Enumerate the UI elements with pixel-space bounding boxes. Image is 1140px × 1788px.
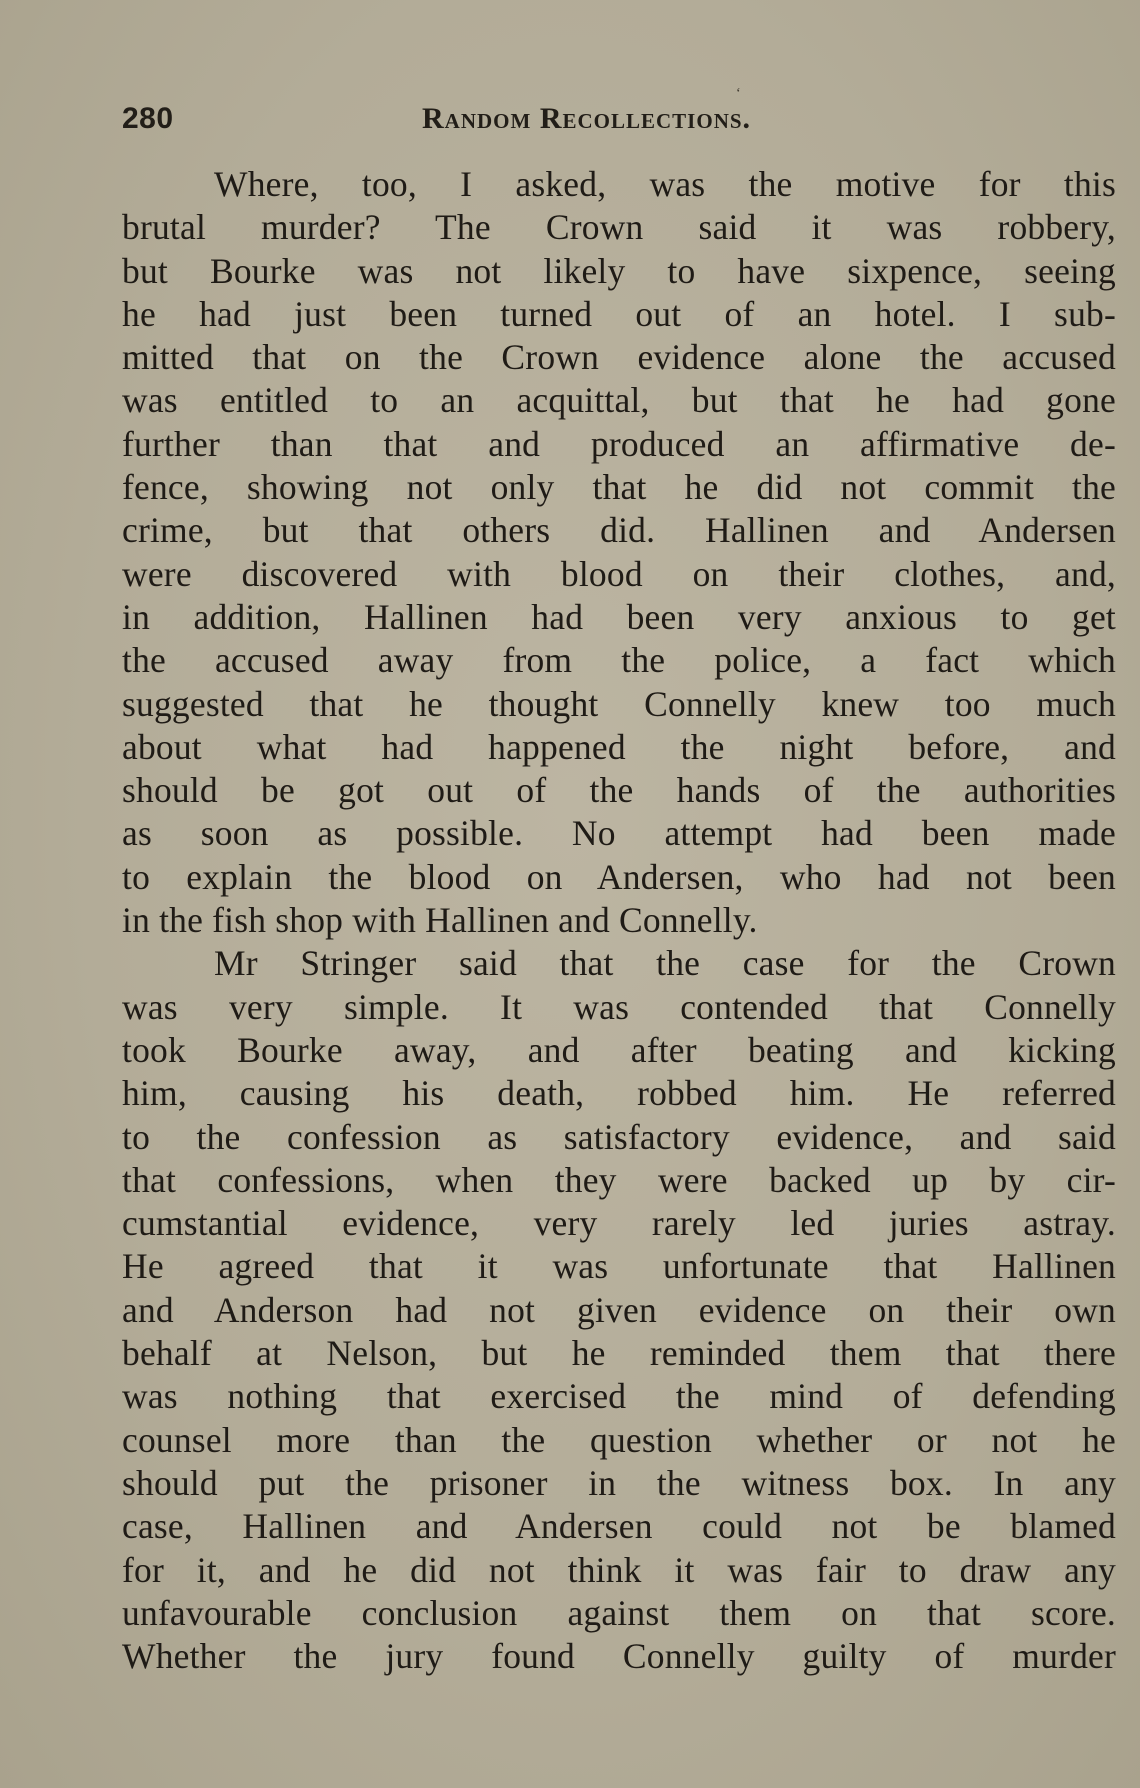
text-line: cumstantial evidence, very rarely led juries astray. (122, 1203, 1116, 1244)
text-line: crime, but that others did. Hallinen and Andersen (122, 510, 1116, 551)
text-line: should put the prisoner in the witness box. In any (122, 1462, 1116, 1503)
text-line: took Bourke away, and after beating and kicking (122, 1029, 1116, 1070)
running-head: Random Recollections. (422, 102, 752, 135)
text-line: Where, too, I asked, was the motive for this (214, 164, 1116, 204)
text-line: in addition, Hallinen had been very anxious to get (122, 596, 1116, 637)
page-number: 280 (122, 102, 174, 135)
text-line: for it, and he did not think it was fair to draw any (122, 1549, 1116, 1590)
text-line: him, causing his death, robbed him. He referred (122, 1073, 1116, 1114)
text-line: was entitled to an acquittal, but that he had gone (122, 380, 1116, 421)
text-line: as soon as possible. No attempt had been made (122, 813, 1116, 854)
text-line: He agreed that it was unfortunate that Hallinen (122, 1246, 1116, 1287)
text-line: about what had happened the night before, and (122, 726, 1116, 767)
text-line: brutal murder? The Crown said it was robbery, (122, 207, 1116, 248)
text-line: that confessions, when they were backed up by cir- (122, 1159, 1116, 1200)
text-line: unfavourable conclusion against them on that score. (122, 1592, 1116, 1633)
text-line: suggested that he thought Connelly knew too much (122, 683, 1116, 724)
text-line: Whether the jury found Connelly guilty of murder (122, 1636, 1116, 1677)
text-line: was nothing that exercised the mind of defending (122, 1376, 1116, 1417)
text-line: were discovered with blood on their clothes, and, (122, 553, 1116, 594)
text-line: to explain the blood on Andersen, who had not been (122, 856, 1116, 897)
text-line: he had just been turned out of an hotel. I sub- (122, 293, 1116, 334)
print-speck: ‘ (736, 86, 741, 101)
text-line: was very simple. It was contended that Connelly (122, 986, 1116, 1027)
text-line: counsel more than the question whether or not he (122, 1419, 1116, 1460)
page-header (122, 102, 1116, 142)
text-line: mitted that on the Crown evidence alone the accused (122, 337, 1116, 378)
text-line: further than that and produced an affirmative de- (122, 423, 1116, 464)
text-line: should be got out of the hands of the authorities (122, 770, 1116, 811)
text-line: behalf at Nelson, but he reminded them that there (122, 1333, 1116, 1374)
text-line: to the confession as satisfactory evidence, and said (122, 1116, 1116, 1157)
text-line: case, Hallinen and Andersen could not be blamed (122, 1506, 1116, 1547)
body-text (122, 163, 1116, 1678)
text-line: in the fish shop with Hallinen and Connelly. (122, 900, 758, 941)
text-line: but Bourke was not likely to have sixpence, seeing (122, 250, 1116, 291)
text-line: and Anderson had not given evidence on their own (122, 1289, 1116, 1330)
text-line: the accused away from the police, a fact which (122, 640, 1116, 681)
text-line: Mr Stringer said that the case for the Crown (214, 943, 1116, 984)
text-line: fence, showing not only that he did not commit the (122, 467, 1116, 508)
